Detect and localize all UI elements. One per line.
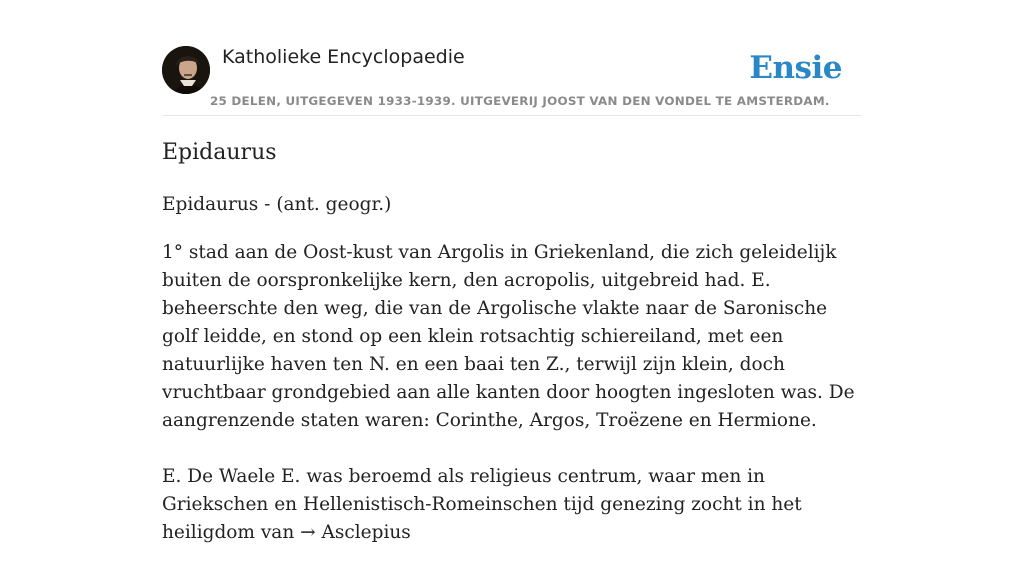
portrait-icon [162,46,210,94]
publication-header [162,46,862,116]
brand-logo[interactable]: Ensie [749,50,842,86]
article-lead: Epidaurus - (ant. geogr.) [162,194,392,215]
header-divider [162,115,862,116]
article-body [162,239,868,575]
article-title: Epidaurus [162,140,277,165]
publication-title[interactable]: Katholieke Encyclopaedie [222,46,465,68]
publication-subtitle: 25 DELEN, UITGEGEVEN 1933-1939. UITGEVERIJ JOOST VAN DEN VONDEL TE AMSTERDAM. [210,94,830,108]
avatar[interactable] [162,46,210,94]
article-paragraph: E. De Waele E. was beroemd als religieus centrum, waar men in Griekschen en Hellenistisch-Romeinschen tijd genezing zocht in het heiligdom van → Asclepius [162,466,802,543]
article-paragraph: 1° stad aan de Oost-kust van Argolis in Griekenland, die zich geleidelijk buiten de oorspronkelijke kern, den acropolis, uitgebreid had. E. beheerschte den weg, die van de Argolische vlakte naar de Saronische golf leidde, en stond op een klein rotsachtig schiereiland, met een natuurlijke haven ten N. en een baai ten Z., terwijl zijn klein, doch vruchtbaar grondgebied aan alle kanten door hoogten ingesloten was. De aangrenzende staten waren: Corinthe, Argos, Troëzene en Hermione. [162,242,855,431]
